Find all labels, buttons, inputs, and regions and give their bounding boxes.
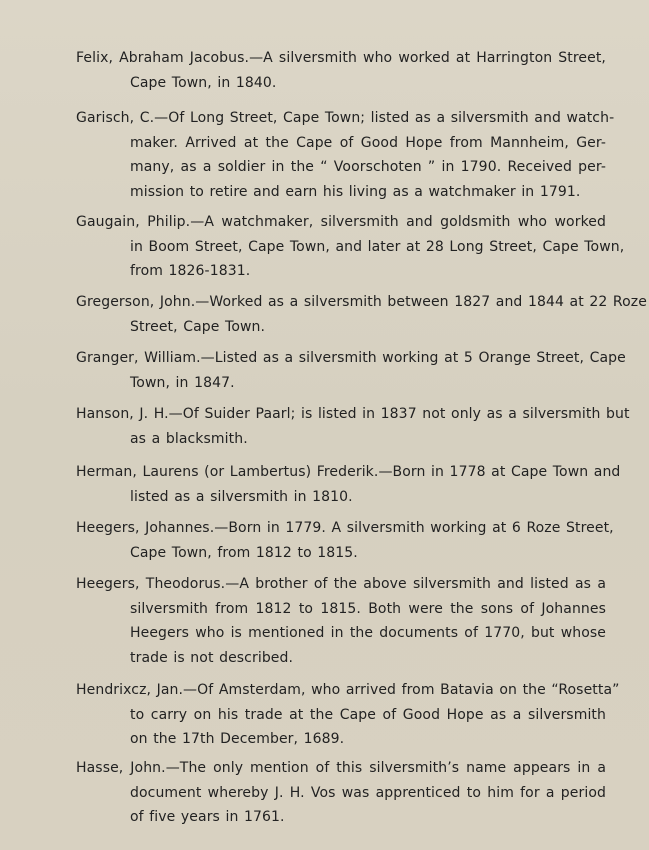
entry-line: Cape Town, from 1812 to 1815. — [130, 544, 358, 561]
entry-line: Heegers, Johannes.—Born in 1779. A silversmith working at 6 Roze Street, — [76, 520, 614, 536]
entry-gregerson — [76, 290, 647, 339]
entry-line: on the 17th December, 1689. — [130, 731, 345, 747]
entry-line: Garisch, C.—Of Long Street, Cape Town; listed as a silversmith and watch- — [76, 110, 615, 126]
entry-line: Street, Cape Town. — [130, 318, 266, 335]
entry-garisch — [76, 106, 615, 204]
entry-line: in Boom Street, Cape Town, and later at 28 Long Street, Cape Town, — [130, 238, 625, 255]
entry-hanson — [76, 402, 630, 451]
entry-line: Hasse, John.—The only mention of this silversmith’s name appears in a — [76, 760, 606, 776]
entry-line: Granger, William.—Listed as a silversmith working at 5 Orange Street, Cape — [76, 350, 626, 366]
entry-line: to carry on his trade at the Cape of Good Hope as a silversmith — [130, 706, 606, 723]
entry-line: trade is not described. — [130, 649, 294, 666]
entry-line: from 1826-1831. — [130, 263, 251, 279]
entry-line: Town, in 1847. — [130, 374, 235, 391]
entry-line: Hanson, J. H.—Of Suider Paarl; is listed in 1837 not only as a silversmith but — [76, 406, 630, 422]
entry-hendrixcz — [76, 678, 620, 752]
entry-line: silversmith from 1812 to 1815. Both were the sons of Johannes — [130, 600, 606, 617]
entry-heegers-theodorus — [76, 572, 606, 670]
entry-line: Hendrixcz, Jan.—Of Amsterdam, who arrived from Batavia on the “Rosetta” — [76, 682, 620, 698]
entry-line: mission to retire and earn his living as a watchmaker in 1791. — [130, 183, 581, 200]
entry-line: of five years in 1761. — [130, 809, 285, 825]
entry-line: Felix, Abraham Jacobus.—A silversmith who worked at Harrington Street, — [76, 50, 606, 66]
entry-line: Cape Town, in 1840. — [130, 74, 277, 91]
entry-line: document whereby J. H. Vos was apprenticed to him for a period — [130, 784, 606, 801]
entry-line: maker. Arrived at the Cape of Good Hope from Mannheim, Ger- — [130, 134, 606, 151]
entry-line: Heegers, Theodorus.—A brother of the above silversmith and listed as a — [76, 576, 606, 592]
entry-heegers-johannes — [76, 516, 614, 565]
entry-line: Gaugain, Philip.—A watchmaker, silversmith and goldsmith who worked — [76, 214, 606, 230]
entry-hasse — [76, 756, 606, 830]
entry-line: Gregerson, John.—Worked as a silversmith between 1827 and 1844 at 22 Roze — [76, 294, 647, 310]
entry-line: listed as a silversmith in 1810. — [130, 488, 353, 505]
entry-felix — [76, 46, 606, 95]
entry-herman — [76, 460, 621, 509]
entry-gaugain — [76, 210, 625, 284]
entry-line: as a blacksmith. — [130, 430, 248, 447]
entry-line: many, as a soldier in the “ Voorschoten ” in 1790. Received per- — [130, 159, 606, 175]
entry-granger — [76, 346, 626, 395]
entry-line: Herman, Laurens (or Lambertus) Frederik.—Born in 1778 at Cape Town and — [76, 464, 621, 480]
entry-line: Heegers who is mentioned in the documents of 1770, but whose — [130, 625, 606, 641]
